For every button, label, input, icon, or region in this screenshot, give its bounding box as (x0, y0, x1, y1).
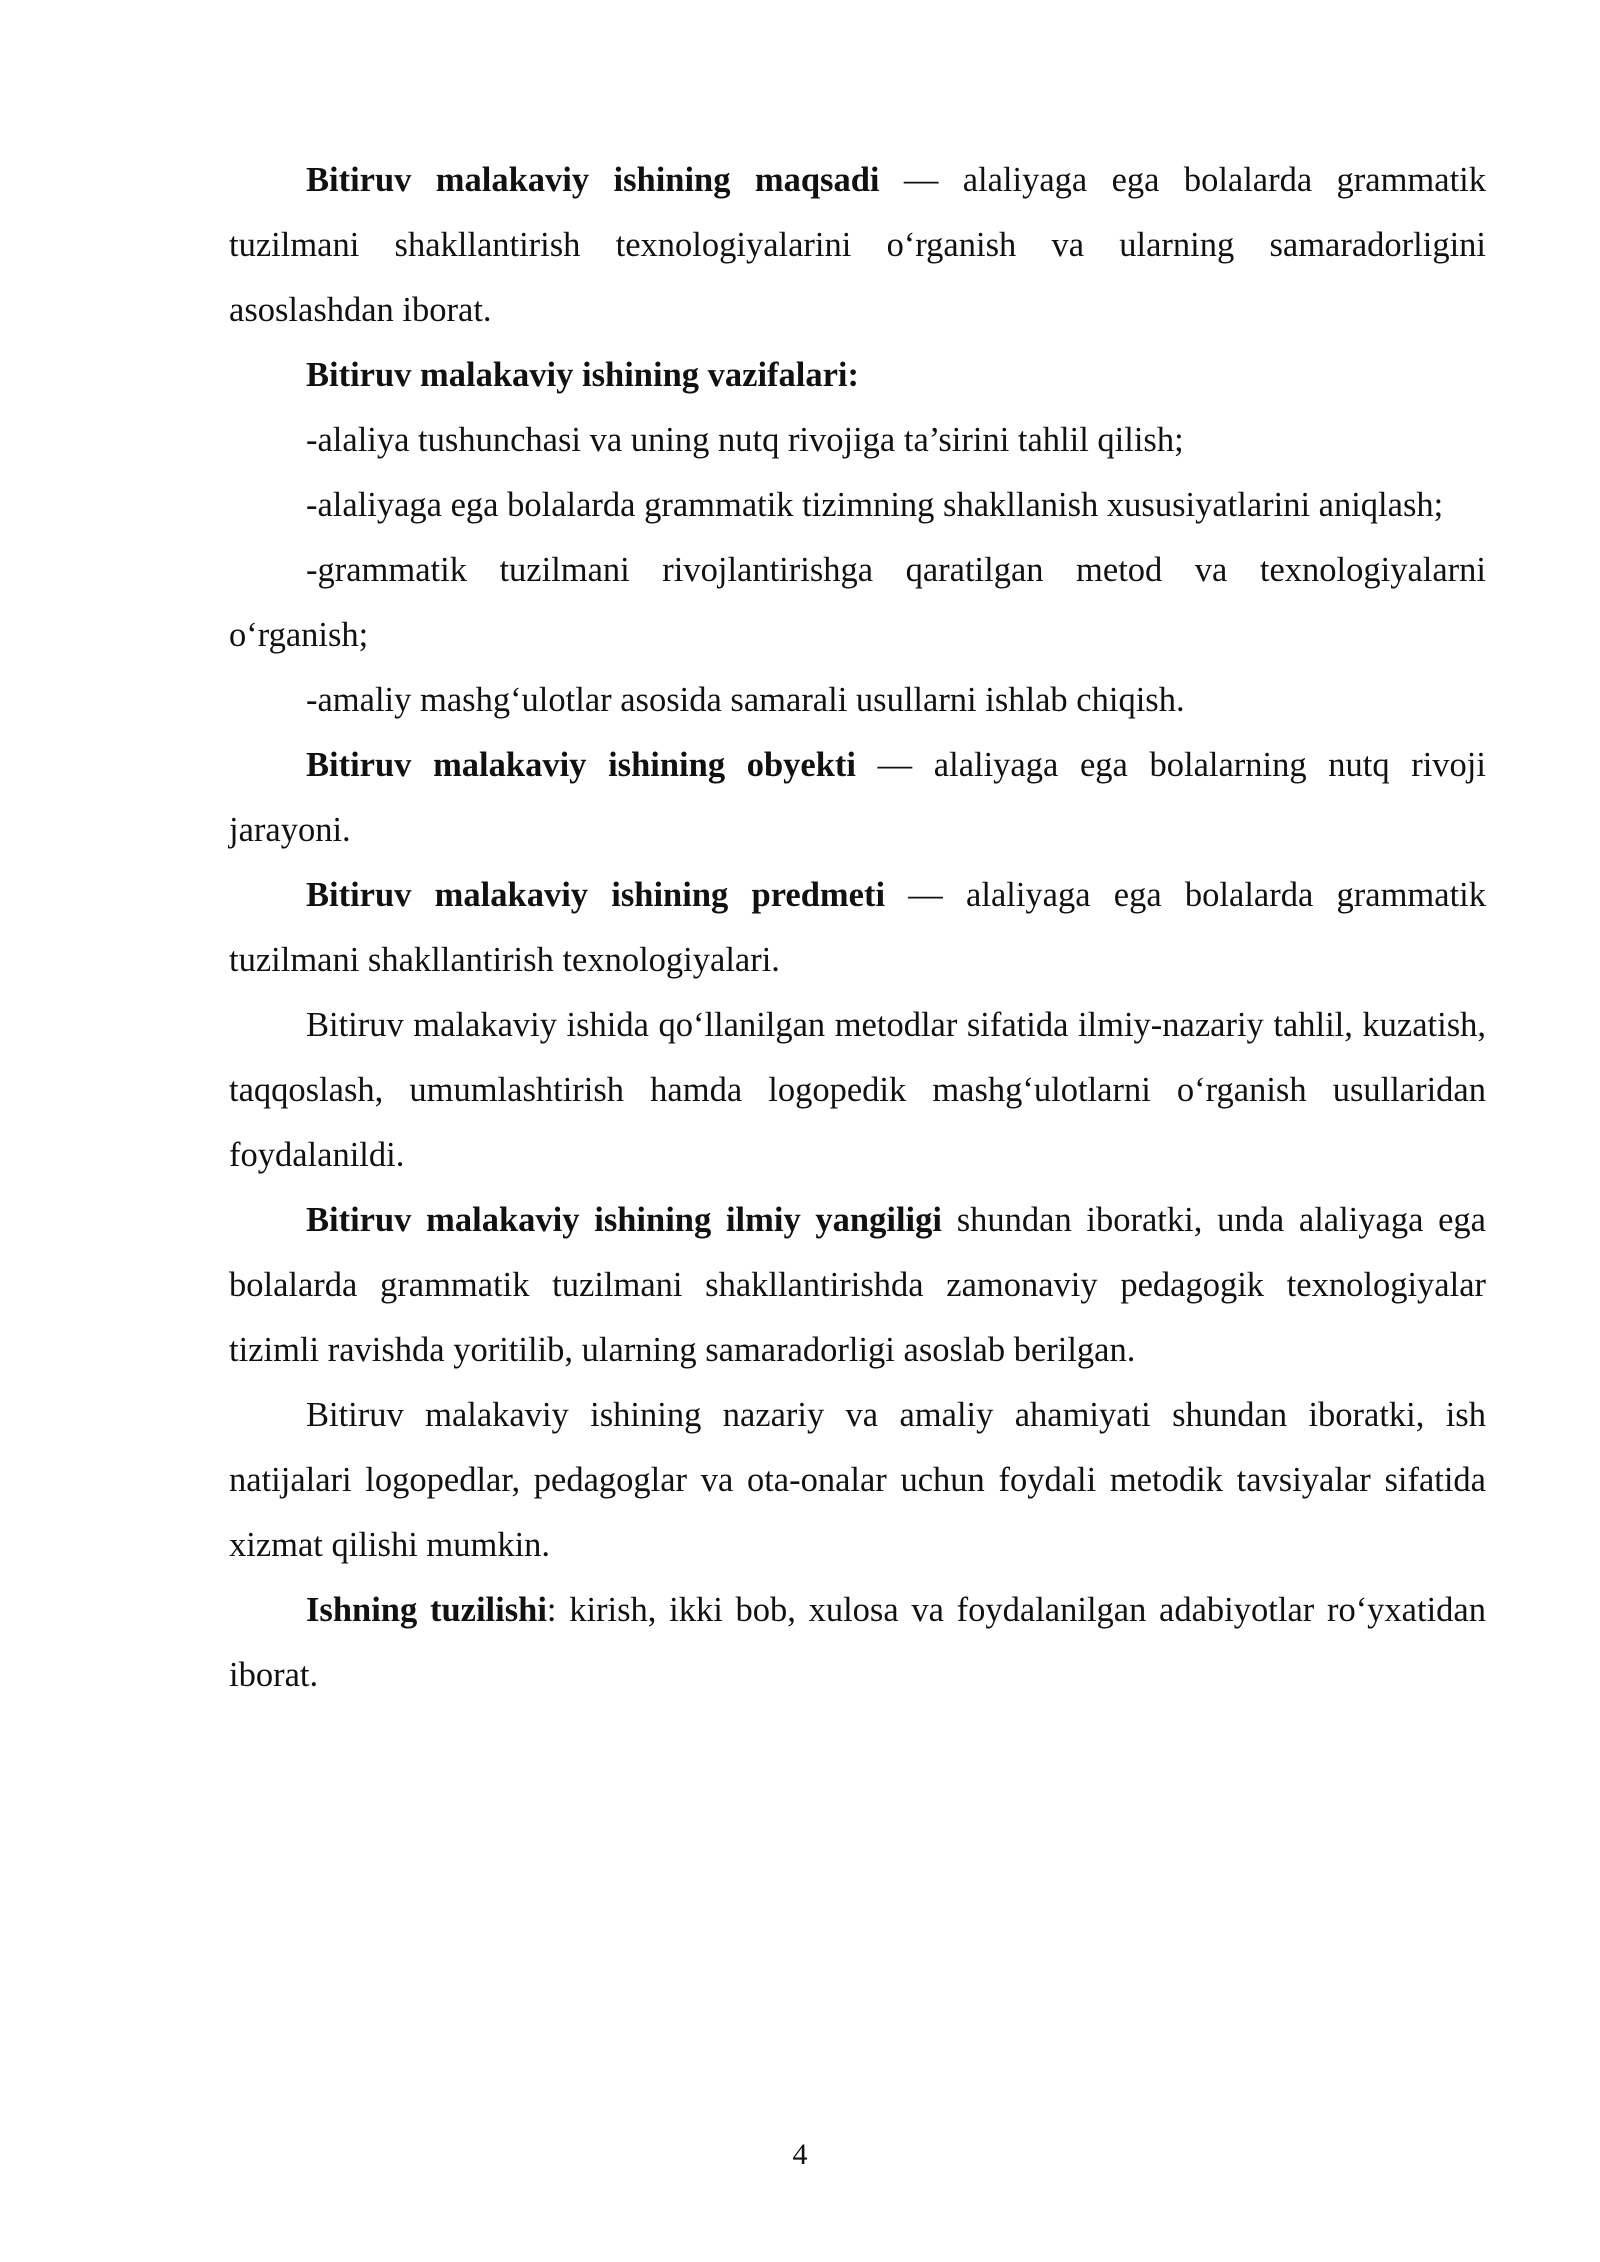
paragraph-subject (229, 863, 1486, 993)
paragraph-novelty (229, 1188, 1486, 1383)
paragraph-heading: Ishning tuzilishi (306, 1591, 547, 1629)
paragraph-heading: Bitiruv malakaviy ishining vazifalari: (306, 356, 859, 394)
paragraph-methods (229, 993, 1486, 1188)
task-item (229, 538, 1486, 668)
paragraph-heading: Bitiruv malakaviy ishining obyekti (306, 746, 856, 784)
paragraph-heading: Bitiruv malakaviy ishining ilmiy yangiligi (306, 1201, 942, 1239)
paragraph-goal (229, 148, 1486, 343)
paragraph-text: : kirish, ikki bob, xulosa va foydalanilgan adabiyotlar ro‘yxatidan iborat. (229, 1591, 1486, 1694)
paragraph-text: -grammatik tuzilmani rivojlantirishga qaratilgan metod va texnologiyalarni o‘rganish; (229, 551, 1486, 654)
paragraph-significance (229, 1383, 1486, 1578)
paragraph-text: — alaliyaga ega bolalarda grammatik tuzilmani shakllantirish texnologiyalari. (229, 876, 1486, 979)
task-item (229, 668, 1486, 733)
paragraph-heading: Bitiruv malakaviy ishining maqsadi (306, 161, 880, 199)
paragraph-text: — alaliyaga ega bolalarning nutq rivoji jarayoni. (229, 746, 1486, 849)
document-body (229, 148, 1486, 1708)
paragraph-object (229, 733, 1486, 863)
page-number: 4 (792, 2138, 808, 2171)
paragraph-text: -alaliya tushunchasi va uning nutq rivojiga ta’sirini tahlil qilish; (306, 421, 1184, 459)
paragraph-text: Bitiruv malakaviy ishining nazariy va amaliy ahamiyati shundan iboratki, ish natijalari logopedlar, pedagoglar va ota-onalar uchun foydali metodik tavsiyalar sifatida xizmat qilishi mumkin. (229, 1396, 1486, 1564)
paragraph-tasks-heading (229, 343, 1486, 408)
task-item (229, 408, 1486, 473)
paragraph-heading: Bitiruv malakaviy ishining predmeti (306, 876, 886, 914)
paragraph-text: — alaliyaga ega bolalarda grammatik tuzilmani shakllantirish texnologiyalarini o‘rganish va ularning samaradorligini asoslashdan iborat. (229, 161, 1486, 329)
task-item (229, 473, 1486, 538)
paragraph-text: -alaliyaga ega bolalarda grammatik tizimning shakllanish xususiyatlarini aniqlash; (306, 486, 1444, 524)
paragraph-structure (229, 1578, 1486, 1708)
paragraph-text: shundan iboratki, unda alaliyaga ega bolalarda grammatik tuzilmani shakllantirishda zamonaviy pedagogik texnologiyalar tizimli ravishda yoritilib, ularning samaradorligi asoslab berilgan. (229, 1201, 1486, 1369)
paragraph-text: -amaliy mashg‘ulotlar asosida samarali usullarni ishlab chiqish. (306, 681, 1185, 719)
paragraph-text: Bitiruv malakaviy ishida qo‘llanilgan metodlar sifatida ilmiy-nazariy tahlil, kuzatish, taqqoslash, umumlashtirish hamda logopedik mashg‘ulotlarni o‘rganish usullaridan foydalanildi. (229, 1006, 1486, 1174)
